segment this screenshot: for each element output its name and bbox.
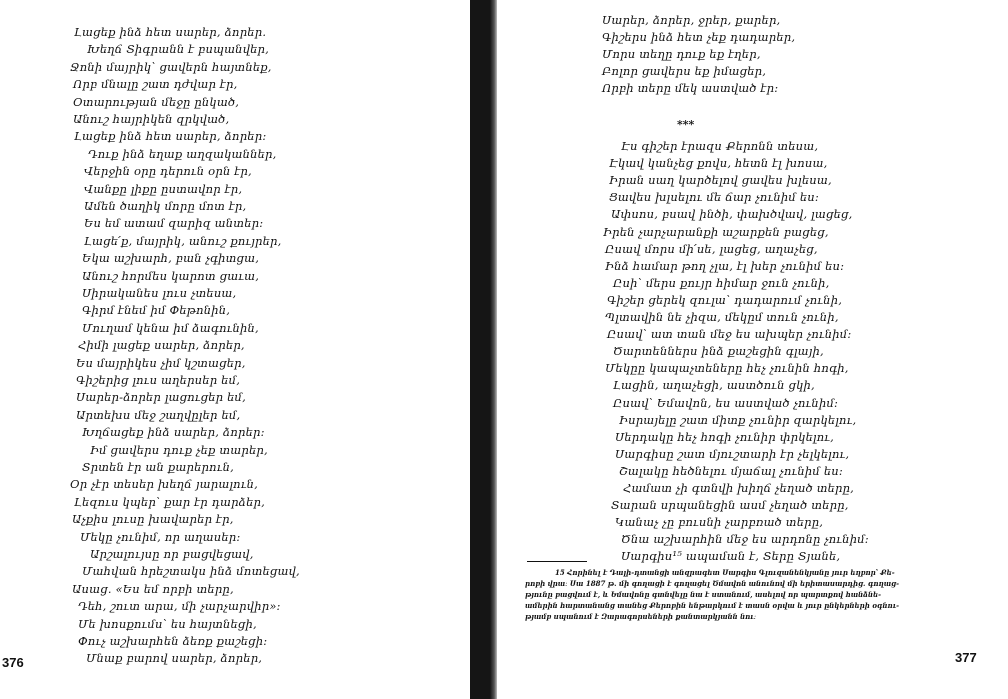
poem-line: Ես եմ ատամ զարիզ անտեր։ <box>84 216 264 231</box>
poem-line: Արտեխս մեջ շաղվըլեր եմ, <box>76 407 241 422</box>
poem-line: Աչքիս լուսը խավարեր էր, <box>72 512 234 527</box>
page-number-right: 377 <box>955 650 977 665</box>
poem-line: Էկավ կանչեց քովս, հետն էլ խոսա, <box>609 156 828 171</box>
poem-line: Սարգիսը շատ մյուշտարի էր չելկելու, <box>615 446 850 461</box>
poem-line: Լացե՛ք, մայրիկ, անուշ քույրեր, <box>84 233 282 248</box>
poem-line: Ափսոս, բսավ ինծի, փախծվավ, լացեց, <box>611 207 853 222</box>
poem-line: Սարեր, ձորեր, ջրեր, քարեր, <box>602 13 781 27</box>
poem-line: Խեղճ Տիգրանն է բսպանվեր, <box>87 42 270 57</box>
footnote-line: ամերին հարտանանց տանեց Քերոբին ենթարկում է տասն օրվա և յուր ընկերների օգնու- <box>525 601 900 610</box>
poem-line: Սիրականես լուս չտեսա, <box>82 286 237 300</box>
poem-line: Օտարության մեջը ընկած, <box>73 94 240 109</box>
poem-line: Լեզուս կպեր՝ քար էր դարձեր, <box>74 494 266 509</box>
poem-line: Եկա աշխարհ, բան չգիտցա, <box>82 251 260 266</box>
poem-line: Համատ չի գտնվի խիղճ չեղած տերը, <box>623 481 855 495</box>
poem-line: Բոլոր ցավերս եք իմացեր, <box>602 64 767 78</box>
poem-line: Տրտեն էր ան քարերուն, <box>82 460 234 474</box>
poem-line: Ըսավ՝ ատ տան մեջ ես ախպեր չունիմ։ <box>607 327 852 342</box>
poem-line: Մե խոսքումս՝ ես հայտնեցի, <box>78 616 257 631</box>
poem-line: Դուք ինձ եղաք աղզականներ, <box>88 146 277 161</box>
poem-line: Ես մայրիկես չիմ կշտացեր, <box>76 355 246 370</box>
poem-line: Լացին, աղաչեցի, աստծուն ցկի, <box>613 378 815 393</box>
poem-line: Ըսավ մորս մի՛սե, լացեց, աղաչեց, <box>605 241 818 256</box>
poem-line: Ցավես խլսելու մե ճար չունիմ ես։ <box>609 190 819 205</box>
poem-line: Ծարտեններս ինձ քաշեցին գլայի, <box>613 344 824 359</box>
poem-line: Փուչ աշխարհեն ձեռք քաշեցի։ <box>78 634 268 648</box>
poem-line: Որբ մնալը շատ դժվար էր, <box>73 77 238 92</box>
poem-line: Իրեն չարչարանքի աշարքեն բացեց, <box>603 224 829 239</box>
poem-line: Լացեք ինձ հետ սարեր, ձորեր։ <box>74 129 267 144</box>
poem-line: Ասաց. «Ես եմ որբի տերը, <box>72 581 234 596</box>
poem-line: Վերջին օրը դերուն օրն էր, <box>84 164 252 179</box>
poem-line: Մուղամ կենա իմ ձագունին, <box>82 320 259 335</box>
poem-line: Ամեն ծաղիկ մորը մոտ էր, <box>84 199 247 213</box>
poem-line: Էս գիշեր էրազս Քերոնն տեսա, <box>621 139 819 153</box>
footnote-line: թյունը բացվում է, և Եմավոնը գտնվելը նա է ստանում, ասելով որ պարտքով հանձնե- <box>525 590 882 599</box>
poem-line: Իմ ցավերս դուք չեք տարեր, <box>90 442 268 457</box>
poem-line: Մահվան հրեշտակս ինձ մոտեցավ, <box>82 564 300 579</box>
book-gutter <box>470 0 497 699</box>
poem-line: Գիրմ էնեմ իմ Փեթոնին, <box>82 303 231 318</box>
poem-line: Ջոնի մայրիկ՝ ցավերն հայտնեք, <box>70 59 272 74</box>
footnote-line: րոբի վրա։ Սա 1887 թ. մի գողացի է գողացել Ծմավոն անունով մի երիտասարդից. գողաց- <box>525 579 899 588</box>
poem-line: Դեհ, շուտ արա, մի չարչարվիր»։ <box>78 599 281 614</box>
poem-line: Մեկը չունիմ, որ աղասեր։ <box>80 529 241 544</box>
poem-line: Գիշեր ցերեկ զուլա՝ դադարում չունի, <box>607 292 843 307</box>
poem-line: Օր չէր տեսեր խեղճ յարալուն, <box>70 477 258 492</box>
poem-line: Գիշերից լուս աղերսեր եմ, <box>76 373 241 387</box>
poem-line: Որբի տերը մեկ աստված էր։ <box>602 81 779 95</box>
poem-line: Ըսի՝ մերս քույր հիմար ջուն չունի, <box>613 275 830 290</box>
poem-line: Իրան սաղ կարծելով ցավես խլեսա, <box>609 173 832 188</box>
poem-line: Ինձ համար թող չլա, էլ խեր չունիմ ես։ <box>605 258 845 273</box>
stanza-separator: *** <box>677 118 695 131</box>
poem-line: Մնաք բարով սարեր, ձորեր, <box>86 651 263 666</box>
poem-line: Սերդակը հեչ հոգի չունիր փրկելու, <box>615 429 835 444</box>
poem-line: Իսրայելը շատ միտք չունիր զարկելու, <box>619 412 857 427</box>
footnote-rule <box>527 561 587 562</box>
poem-line: Սարեր-ձորեր լացուցեր եմ, <box>76 390 247 405</box>
poem-line: Անուշ հորմես կարոտ ցաւա, <box>82 268 260 283</box>
right-page <box>497 0 1008 699</box>
left-page <box>0 0 470 699</box>
poem-line: Լացեք ինձ հետ սարեր, ձորեր. <box>74 25 267 39</box>
poem-line: Պլտավին նե չիզա, մեկըմ տուն չունի, <box>605 310 839 324</box>
footnote-line: 15 Հորինել է Դալի-դտանցի անզրագետ Սարգիս Գլուզանենկյանը յուր եղբոր՝ Քե- <box>555 568 895 577</box>
poem-line: Ըսավ՝ Եմավոն, ես աստված չունիմ։ <box>613 395 839 410</box>
poem-line: Հիմի լացեք սարեր, ձորեր, <box>78 338 245 353</box>
poem-line: Տարան սրպանեցին ասմ չեղած տերը, <box>611 498 849 513</box>
poem-line: Կանաչ չը բուսնի չարբռած տերը, <box>615 515 824 530</box>
poem-line: Ծնա աշխարհին մեջ ես արդոնը չունիմ։ <box>621 532 869 547</box>
poem-line: Շալակը հեծնելու մյաճալ չունիմ ես։ <box>619 463 843 478</box>
poem-line: Մորս տեղը դուք եք էղեր, <box>602 47 761 61</box>
page-number-left: 376 <box>2 655 24 670</box>
poem-line: Գիշերս ինձ հետ չեք դադարեր, <box>602 30 796 44</box>
poem-line: Մեկըը կապաչտեները հեչ չունին հոգի, <box>605 361 849 376</box>
footnote-line: թյամբ սպանում է Զարագորսեների քանտարկյանն նու։ <box>525 612 757 621</box>
poem-line: Խղճացեք ինձ սարեր, ձորեր։ <box>82 425 265 440</box>
poem-line: Սարգիս¹⁵ ապաման է, Տերը Տյանե, <box>621 549 841 564</box>
poem-line: Արշալույսը որ բացվեցավ, <box>90 547 254 561</box>
poem-line: Վանքը լիքը ըստավոր էր, <box>84 181 243 196</box>
poem-line: Անուշ հայրիկեն զրկված, <box>73 112 230 126</box>
